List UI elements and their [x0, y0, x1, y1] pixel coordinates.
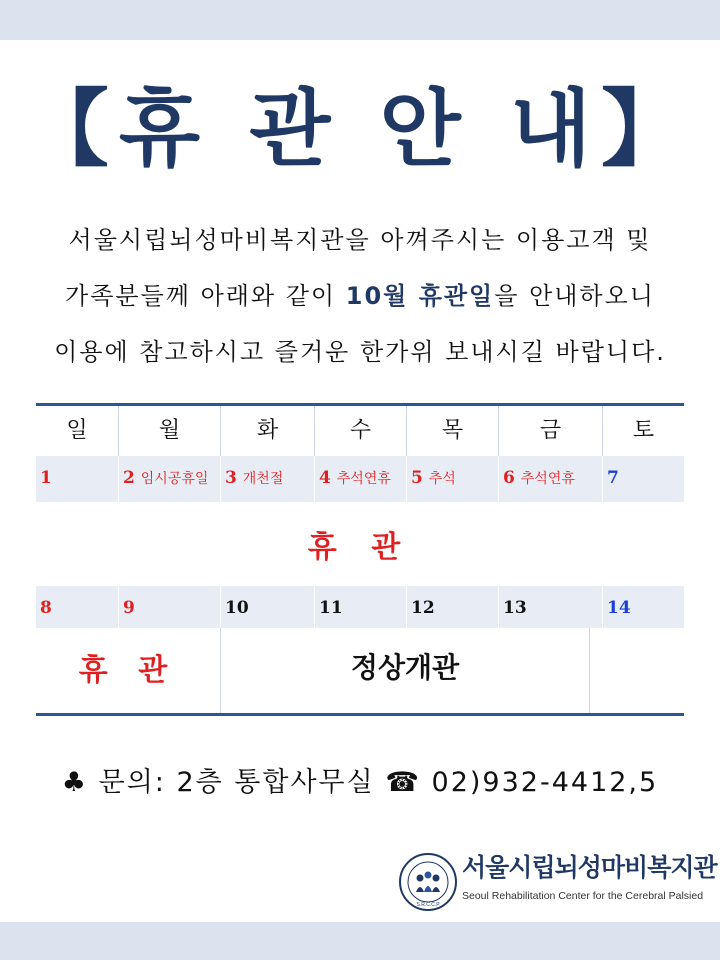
day-number: 12 — [411, 598, 435, 618]
day-number: 3 — [225, 468, 237, 488]
day-cell — [36, 586, 118, 628]
organization-logo — [398, 848, 717, 912]
day-cell — [220, 586, 314, 628]
intro-line-2-pre: 가족분들께 아래와 같이 — [65, 282, 346, 310]
contact-phone: 02)932-4412,5 — [431, 767, 659, 798]
day-number: 8 — [40, 598, 52, 618]
day-cell — [406, 586, 498, 628]
day-number: 9 — [123, 598, 135, 618]
logo-english-name: Seoul Rehabilitation Center for the Cerebral Palsied — [462, 890, 704, 902]
week-1-row — [36, 456, 684, 502]
day-number: 10 — [225, 598, 249, 618]
day-number: 11 — [319, 598, 343, 618]
calendar-bottom-rule — [36, 713, 684, 716]
day-cell — [498, 456, 602, 502]
day-event: 임시공휴일 — [140, 471, 209, 487]
weekday-wed: 수 — [314, 406, 406, 456]
week-2-row — [36, 586, 684, 628]
day-cell — [314, 456, 406, 502]
day-number: 13 — [503, 598, 527, 618]
intro-highlight: 10월 휴관일 — [345, 282, 495, 310]
day-cell — [314, 586, 406, 628]
day-cell — [602, 586, 684, 628]
day-cell — [602, 456, 684, 502]
day-cell — [36, 456, 118, 502]
logo-mark-text: S.R.C.C.P — [416, 902, 440, 908]
day-cell — [406, 456, 498, 502]
day-event: 추석연휴 — [520, 471, 575, 487]
day-number: 5 — [411, 468, 423, 488]
day-cell — [220, 456, 314, 502]
bottom-band — [0, 922, 720, 960]
weekday-sun: 일 — [66, 418, 88, 443]
day-number: 14 — [607, 598, 631, 618]
week-2-closed-note: 휴 관 — [78, 653, 178, 688]
contact-line — [0, 760, 720, 799]
page-title: 【휴 관 안 내】 — [24, 80, 696, 178]
intro-line-3: 이용에 참고하시고 즐거운 한가위 보내시길 바랍니다. — [54, 338, 666, 366]
day-cell — [498, 586, 602, 628]
day-number: 2 — [123, 468, 135, 488]
day-event: 추석연휴 — [336, 471, 391, 487]
top-band — [0, 0, 720, 40]
club-icon: ♣ — [61, 767, 89, 798]
day-event: 추석 — [428, 471, 456, 487]
day-event: 개천절 — [242, 471, 284, 487]
weekday-thu: 목 — [406, 406, 498, 456]
weekday-tue: 화 — [220, 406, 314, 456]
week-1-closed-note: 휴 관 — [307, 530, 413, 565]
day-number: 7 — [607, 468, 619, 488]
day-number: 4 — [319, 468, 331, 488]
contact-label: 문의: 2층 통합사무실 — [98, 767, 375, 798]
phone-icon: ☎ — [385, 767, 421, 798]
day-number: 1 — [40, 468, 52, 488]
day-cell — [118, 456, 220, 502]
intro-line-2 — [0, 276, 720, 311]
weekday-sat: 토 — [602, 406, 684, 456]
day-cell — [118, 586, 220, 628]
day-number: 6 — [503, 468, 515, 488]
logo-emblem-icon — [398, 852, 458, 912]
week-2-status-row — [36, 628, 684, 714]
weekday-mon: 월 — [118, 406, 220, 456]
intro-line-2-post: 을 안내하오니 — [494, 282, 655, 310]
logo-name: 서울시립뇌성마비복지관 — [462, 853, 717, 882]
weekday-header-row — [36, 406, 684, 456]
intro-line-1: 서울시립뇌성마비복지관을 아껴주시는 이용고객 및 — [68, 226, 652, 254]
weekday-fri: 금 — [498, 406, 602, 456]
week-2-open-note: 정상개관 — [220, 628, 590, 714]
